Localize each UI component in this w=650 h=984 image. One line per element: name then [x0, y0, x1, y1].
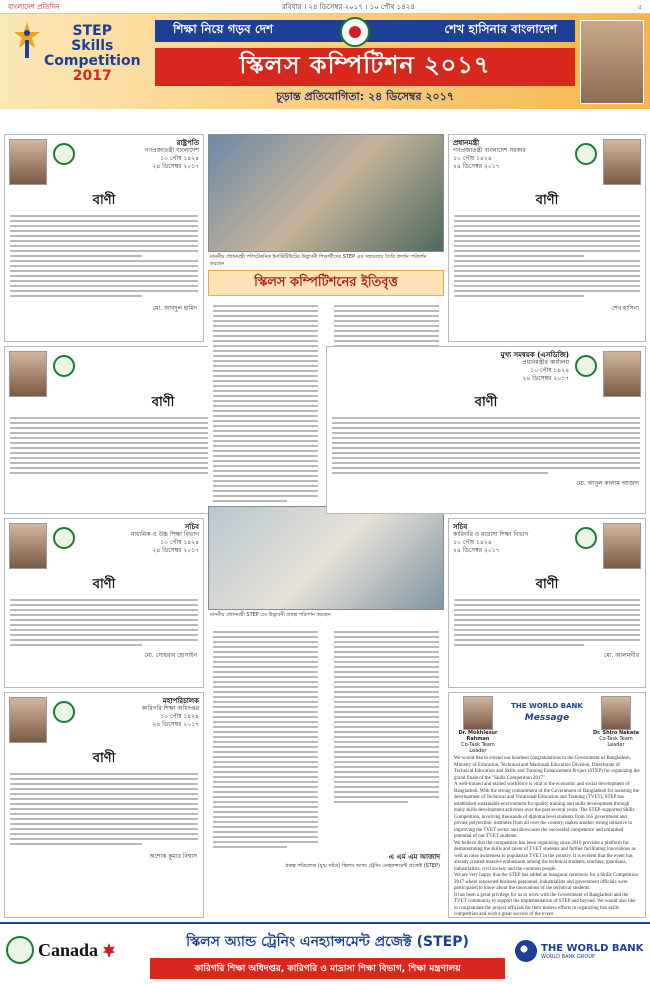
history-article	[208, 134, 444, 918]
signatory-name: মো. আলমগীর	[603, 652, 639, 659]
message-date: ১০ পৌষ ১৪২৪	[453, 155, 492, 162]
runner-icon	[14, 22, 40, 60]
logo-line-year: 2017	[72, 68, 112, 84]
seal-icon	[53, 701, 75, 723]
wb-left-name: Dr. Mokhlesur Rahman	[458, 730, 498, 742]
message-role: মুখ্য সমন্বয়ক (এসডিজি)	[500, 351, 569, 359]
message-date: ২৪ ডিসেম্বর ২০১৭	[152, 721, 199, 728]
seal-icon	[575, 355, 597, 377]
signatory-name: মো. আবদুল হামিদ	[152, 305, 197, 312]
message-heading: বাণী	[92, 577, 116, 592]
footer-sponsors	[0, 922, 650, 984]
issue-date: রবিবার । ২৪ ডিসেম্বর ২০১৭ । ১০ পৌষ ১৪২৪	[281, 2, 415, 11]
signatory-name: মো. সোহরাব হোসাইন	[144, 652, 197, 659]
banner	[0, 14, 650, 109]
message-sub: কারিগরি ও মাদ্রাসা শিক্ষা বিভাগ	[453, 531, 529, 538]
banner-photo	[580, 20, 644, 104]
message-role: প্রধানমন্ত্রী	[453, 139, 480, 147]
newspaper-name: বাংলাদেশ প্রতিদিন	[8, 2, 60, 11]
photo-caption: মাননীয় প্রধানমন্ত্রী পলিটেকনিক ইনস্টিটিউটের উদ্ভাবনী শিক্ষার্থীদের STEP এর সহায়তায় তৈরি প্রদর্শন পরিদর্শন করছেন	[210, 254, 427, 267]
footer-title: স্কিলস অ্যান্ড ট্রেনিং এনহ্যান্সমেন্ট প্রজেক্ট (STEP)	[186, 934, 469, 950]
logo-line-step: STEP	[72, 23, 113, 39]
wb-paragraph: We believe that the competition has been organizing since 2016 provides a platform for demonstrating the skills and talent of TVET students and further facilitating innovations as well as raise awareness to popularize TVET in the country. It is evident that the event has already created massive enthusiasm among the technical students, teachers, guardians, industrialists, civil society and the common people.	[454, 840, 636, 872]
banner-title: স্কিলস কম্পিটিশন ২০১৭	[155, 48, 575, 86]
wb-paragraph: We would like to extend our heartiest congratulations to the Government of Bangladesh, Ministry of Education, Technical and Madrasah Education Division, Directorate of Technical Education and Skills and Training Enhancement Project (STEP) for organizing the grand finale of the "Skills Competition 2017".	[454, 756, 640, 781]
wb-left-role: Co-Task Team Leader	[461, 742, 495, 754]
message-date: ২৪ ডিসেম্বর ২০১৭	[453, 547, 500, 554]
history-title: স্কিলস কম্পিটিশনের ইতিবৃত্ত	[208, 270, 444, 296]
canada-wordmark: Canada	[38, 939, 99, 960]
seal-icon	[575, 527, 597, 549]
wb-paragraph: A well-trained and skilled workforce is vital to the economic and social development of Bangladesh. With the strong commitment of the Government of Bangladesh for assisting the development of Technical and Vocational Education and Training (TVET), STEP has established sustainable environment for quality training and skills development through many skills development activities over the past several years. The STEP-supported Skills Competition, involving thousands of diploma level students from 165 government and private polytechnic institutes from all over the country, makes another strong initiative to improving the TVET sector and showcases the successful competence and unlimited potential of our TVET students.	[454, 782, 640, 839]
message-date: ১০ পৌষ ১৪২৪	[160, 155, 199, 162]
message-role: সচিব	[453, 523, 468, 531]
rahman-photo	[463, 696, 493, 730]
president-photo	[9, 139, 47, 185]
message-date: ২৪ ডিসেম্বর ২০১৭	[152, 547, 199, 554]
coordinator-photo	[603, 351, 641, 397]
message-heading: বাণী	[535, 193, 559, 208]
slogan-right: শেখ হাসিনার বাংলাদেশ	[444, 22, 557, 36]
footer-subtitle: কারিগরি শিক্ষা অধিদপ্তর, কারিগরি ও মাদ্রাসা শিক্ষা বিভাগ, শিক্ষা মন্ত্রণালয়	[150, 958, 505, 979]
pm-photo	[603, 139, 641, 185]
innovation-photo	[208, 506, 444, 610]
history-body-continued	[208, 628, 444, 870]
secretary-tmed-photo	[603, 523, 641, 569]
seal-icon	[53, 355, 75, 377]
message-role: সচিব	[184, 523, 199, 531]
message-sub: কারিগরি শিক্ষা অধিদপ্তর	[141, 705, 199, 712]
message-role: রাষ্ট্রপতি	[176, 139, 199, 147]
director-general-photo	[9, 697, 47, 743]
message-role: মহাপরিচালক	[162, 697, 199, 705]
slogan-left: শিক্ষা নিয়ে গড়ব দেশ	[173, 22, 274, 36]
seal-icon	[575, 143, 597, 165]
wb-right-role: Co-Task Team Leader	[599, 736, 633, 748]
message-heading: বাণী	[535, 577, 559, 592]
message-date: ১০ পৌষ ১৪২৪	[453, 539, 492, 546]
message-sub: প্রধানমন্ত্রীর কার্যালয়	[522, 359, 569, 366]
signatory-name: অশোক কুমার বিশ্বাস	[149, 853, 197, 860]
canada-logo	[6, 936, 116, 964]
message-heading: বাণী	[474, 395, 498, 410]
maple-leaf-icon	[102, 943, 116, 957]
seal-icon	[53, 143, 75, 165]
step-project-credit	[150, 930, 505, 979]
message-sub: গণপ্রজাতন্ত্রী বাংলাদেশ	[144, 147, 199, 154]
message-heading: বাণী	[92, 751, 116, 766]
wb-org-name: THE WORLD BANK	[511, 702, 583, 710]
page-number: ৫	[637, 2, 642, 11]
message-date: ২৪ ডিসেম্বর ২০১৭	[152, 163, 199, 170]
principal-coordinator-message	[326, 346, 646, 514]
message-sub: গণপ্রজাতন্ত্রী বাংলাদেশ সরকার	[453, 147, 526, 154]
article-author: এ এম এম আজাদ	[388, 853, 440, 861]
government-emblem-icon	[340, 17, 370, 47]
logo-text	[44, 24, 141, 84]
pm-message	[448, 134, 646, 342]
message-date: ১০ পৌষ ১৪২৪	[160, 539, 199, 546]
article-author-role: প্রকল্প পরিচালক (যুগ্ম সচিব) স্কিলস অ্যান্ড ট্রেনিং এনহ্যান্সমেন্ট প্রজেক্ট (STEP)	[284, 863, 440, 869]
message-body	[327, 417, 645, 474]
message-heading: বাণী	[92, 193, 116, 208]
message-date: ১০ পৌষ ১৪২৪	[160, 713, 199, 720]
message-body	[5, 599, 203, 646]
signatory-name: মো. আবুল কালাম আজাদ	[576, 480, 639, 487]
pm-visit-photo	[208, 134, 444, 252]
seal-icon	[53, 527, 75, 549]
message-sub: মাধ্যমিক ও উচ্চ শিক্ষা বিভাগ	[130, 531, 199, 538]
wb-paragraph: We are very happy that the STEP has added an inaugural ceremony for a Skills Competition 2017 where renowned business personnel, industrialists and government officials were participated to know about the innovations of the technical students.	[454, 873, 638, 891]
nakata-photo	[601, 696, 631, 730]
wb-logo-sub: WORLD BANK GROUP	[541, 953, 595, 960]
secretary-message	[4, 518, 204, 688]
wb-message-title: Message	[524, 713, 570, 723]
message-heading: বাণী	[151, 395, 175, 410]
logo-line-competition: Competition	[44, 53, 141, 69]
signatory-name: শেখ হাসিনা	[611, 305, 639, 312]
secretary-photo	[9, 523, 47, 569]
minister-photo	[9, 351, 47, 397]
photo-caption: মাননীয় প্রধানমন্ত্রী STEP এর উদ্ভাবনী প্রকল্প পরিদর্শন করছেন	[210, 612, 331, 618]
logo-line-skills: Skills	[71, 38, 114, 54]
wb-paragraph: It has been a great privilege for us to work with the Government of Bangladesh and the TVET community to support the implementation of STEP and beyond. We would also like to congratulate the project officials for their tireless efforts in organizing this skills competition and wish a great success of the event.	[454, 892, 636, 917]
globe-icon	[515, 940, 537, 962]
wb-logo-name: THE WORLD BANK	[541, 942, 644, 954]
wb-right-name: Dr. Shiro Nakata	[592, 730, 640, 736]
message-body	[449, 599, 645, 646]
message-body	[449, 215, 645, 297]
secretary-tmed-message	[448, 518, 646, 688]
message-body	[5, 215, 203, 297]
banner-subtitle: চূড়ান্ত প্রতিযোগিতা: ২৪ ডিসেম্বর ২০১৭	[276, 90, 454, 103]
message-date: ২৪ ডিসেম্বর ২০১৭	[453, 163, 500, 170]
bd-government-seal-icon	[6, 936, 34, 964]
message-date: ১০ পৌষ ১৪২৪	[530, 367, 569, 374]
message-body	[5, 773, 203, 845]
world-bank-message	[448, 692, 646, 918]
page-header	[0, 0, 650, 14]
president-message	[4, 134, 204, 342]
world-bank-logo	[515, 940, 643, 962]
message-date: ২৪ ডিসেম্বর ২০১৭	[522, 375, 569, 382]
director-general-message	[4, 692, 204, 918]
step-logo	[6, 20, 141, 104]
